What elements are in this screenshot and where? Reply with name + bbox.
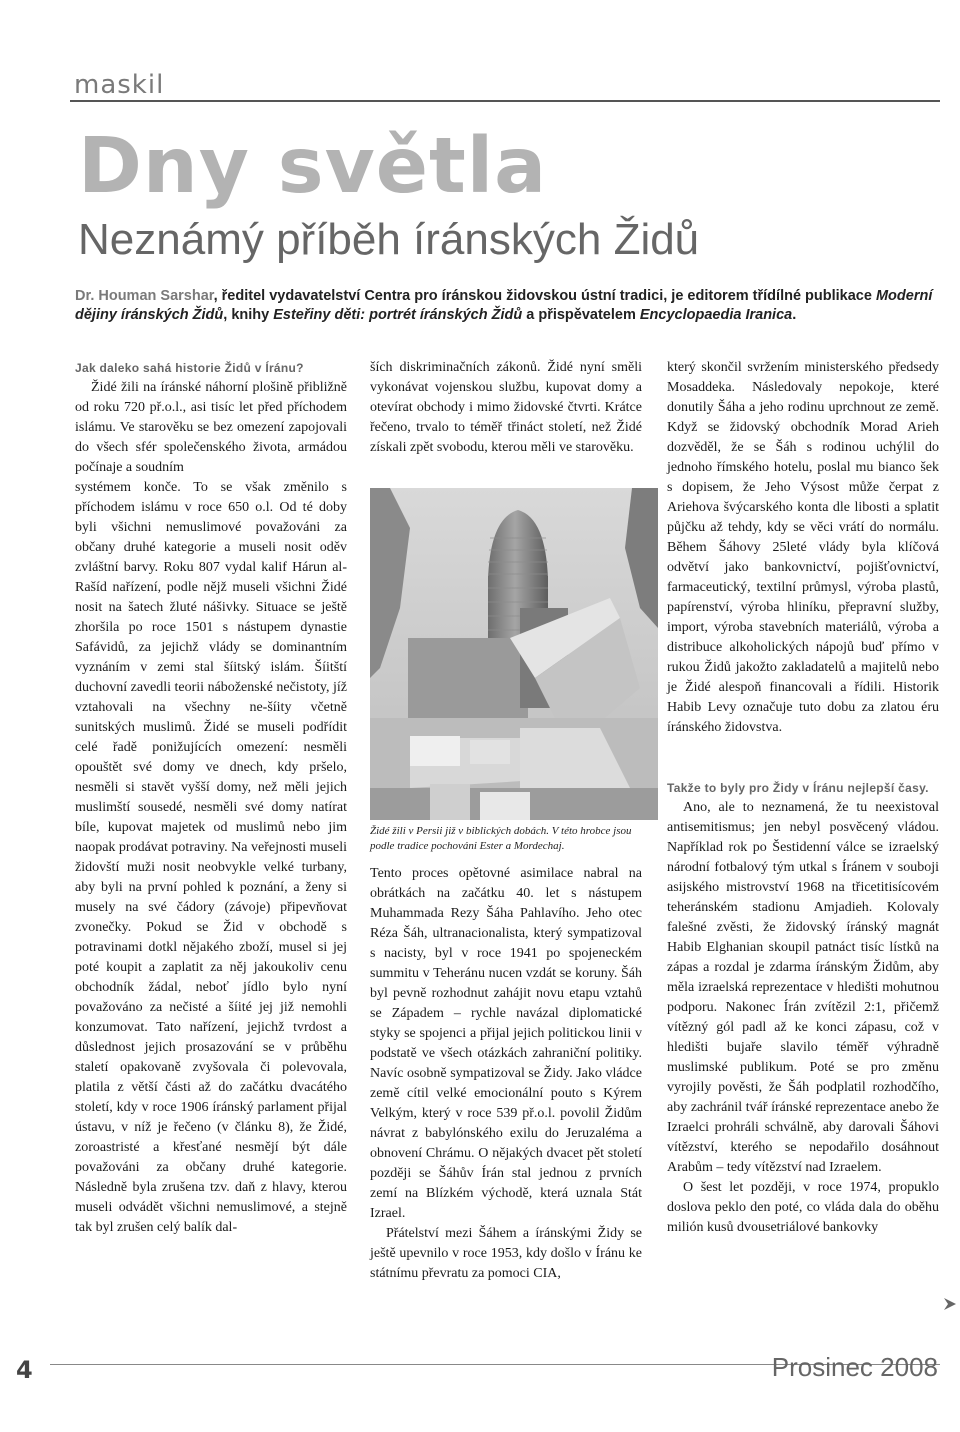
intro-text: a přispěvatelem: [522, 306, 640, 323]
tomb-photo: [370, 488, 658, 820]
intro-encyclopedia-title: Encyclopaedia Iranica: [639, 306, 793, 323]
article-title: Dny světla: [78, 122, 548, 211]
intro-paragraph: [75, 287, 943, 324]
tomb-photo-illustration: [370, 488, 658, 820]
column-3-top: [667, 358, 939, 738]
page-number: 4: [16, 1356, 33, 1384]
body-paragraph: O šest let později, v roce 1974, propuklo doslova peklo den poté, co vláda dala do oběhu milión kusů dvousetriálové bankovky: [667, 1180, 939, 1235]
question-heading: Jak daleko sahá historie Židů v Íránu?: [75, 361, 304, 375]
body-paragraph: ších diskriminačních zákonů. Židé nyní směli vykonávat vojenskou službu, kupovat domy a otevírat obchody i mimo židovské čtvrti. Krátce řečeno, trvalo to téměř třináct století, než Židé získali zpět svobodu, kterou měli ve starověku.: [370, 360, 642, 455]
body-paragraph: Tento proces opětovné asimilace nabral na obrátkách na začátku 40. let s nástupem Muhammada Rezy Šáha Pahlavího. Jeho otec Réza Šáh, ultranacionalista, který sympatizoval s nacisty, byl v roce 1941 po spojeneckém summitu v Teheránu nucen vzdát se koruny. Šáh byl pevně rozhodnut zahájit novu etapu vztahů se Západem – rychle navázal diplomatické styky se spojenci a přijal jejich politickou linii v podstatě ve všech otázkách zahraniční politiky. Navíc osobně sympatizoval se Židy. Jako vládce země cítil velké emocionální pouto s Kýrem Velkým, který v roce 539 př.o.l. povolil Židům návrat z babylónského exilu do Jeruzaléma a obnovení Chrámu. O nějakých dvacet pět století později se Šáhův Írán stal jednou z prvních zemí na Blízkém východě, která uznala Stát Izrael.: [370, 866, 642, 1221]
intro-author: Dr. Houman Sarshar: [75, 288, 214, 304]
question-heading: Takže to byly pro Židy v Íránu nejlepší časy.: [667, 781, 929, 795]
column-3-bottom: [667, 778, 939, 1238]
header-rule: [70, 100, 940, 102]
photo-caption: Židé žili v Persii již v biblických dobách. V této hrobce jsou podle tradice pochováni Ester a Mordechaj.: [370, 825, 632, 852]
body-paragraph: Přátelství mezi Šáhem a íránskými Židy se ještě upevnilo v roce 1953, kdy došlo v Íránu ke státnímu převratu za pomoci CIA,: [370, 1226, 642, 1281]
section-tag: maskil: [74, 70, 165, 100]
column-2-bottom: [370, 864, 642, 1284]
column-1-bottom: [75, 478, 347, 1238]
body-paragraph: Židé žili na íránské náhorní plošině přibližně od roku 720 př.o.l., asi tisíc let před příchodem islámu. Ve starověku se bez omezení zapojovali do všech sfér společenského života, armádou počínaje a soudním: [75, 380, 347, 475]
intro-text: .: [792, 306, 797, 323]
issue-date: Prosinec 2008: [771, 1352, 938, 1382]
intro-book-title: Moderní dějiny íránských Židů: [75, 288, 933, 323]
column-2-top: [370, 358, 642, 458]
body-paragraph: Ano, ale to neznamená, že tu neexistoval antisemitismus; jen nebyl posvěcený vládou. Například rok po Šestidenní válce se izraelský národní fotbalový tým utkal s Íránem v souboji asijského mistrovství 1968 na třicetitisícovém teheránském stadionu Amjadieh. Kolovaly falešné zvěsti, že židovský íránský magnát Habib Elghanian skoupil patnáct tisíc lístků na zápas a rozdal je zdarma íránským Židům, aby měla izraelská reprezentace v hledišti mohutnou podporu. Nakonec Írán zvítězil 2:1, přičemž vítězný gól padl až ke konci zápasu, což v hledišti bujaře slavilo téměř výhradně muslimské publikum. Poté se pro změnu vyrojily pověsti, že Šáh podplatil rozhodčího, aby zachránil tvář íránské reprezentace anebo že Izraelci prohráli schválně, aby darovali Šáhovi vítězství, kterého se nepodařilo dosáhnout Arabům – tedy vítězství nad Izraelem.: [667, 800, 939, 1175]
intro-text: , knihy: [223, 306, 274, 323]
intro-book-title: Esteřiny děti: portrét íránských Židů: [273, 306, 523, 323]
column-1-top: [75, 358, 347, 478]
body-paragraph: který skončil svržením ministerského předsedy Mosaddeka. Následovaly nepokoje, které donutily Šáha a jeho rodinu uprchnout ze země. Když se židovský obchodník Morad Arieh dozvěděl, že se Šáh s rodinou uchýlil do jednoho římského hotelu, poslal mu bianco šek s dopisem, že Jeho Výsost může čerpat z Ariehova švýcarského konta dle libosti a splatit půjčku až tehdy, kdy se věci vrátí do normálu. Během Šáhovy 25leté vlády byla klíčová odvětví jako bankovnictví, pojišťovnictví, farmaceutický, textilní průmysl, výroba plastů, papírenství, výroba hliníku, přepravní služby, import, výroba stavebních materiálů, výroba a distribuce alkoholických nápojů buď přímo v rukou Židů jakožto zakladatelů a majitelů nebo je Židé alespoň financovali a řídili. Historik Habib Levy označuje tuto dobu za zlatou éru íránského židovstva.: [667, 360, 939, 735]
continue-arrow-icon: [944, 1298, 956, 1310]
intro-text: , ředitel vydavatelství Centra pro íránskou židovskou ústní tradici, je editorem třídílné publikace: [213, 288, 876, 304]
body-paragraph: systémem konče. To se však změnilo s příchodem islámu v roce 650 o.l. Od té doby byli všichni nemuslimové považováni za občany druhé kategorie a museli nosit oděv zvláštní barvy. Roku 807 vydal kalif Hárun al-Rašíd nařízení, podle nějž museli všichni Židé nosit na šatech žluté nášivky. Situace se ještě zhoršila po roce 1501 s nástupem dynastie Safávidů, za jejichž vlády se dominantním vyznáním v zemi stal šíitský islám. Šíitští duchovní zavedli teorii náboženské nečistoty, jíž vztahovali na všechny ne-šíity včetně sunitských muslimů. Židé se museli podřídit celé řadě ponižujících omezení: nesměli opouštět své domy ve dnech, kdy pršelo, nesměli si stavět vyšší domy, než měli jejich muslimští sousedé, nesměli své domy natírat bíle, kupovat majetek od muslimů nebo jim naopak prodávat potraviny. Na veřejnosti museli židovští muži nosit neobvykle velké turbany, aby byli na první pohled k poznání, a ženy si musely na své čádory (závoje) připevňovat zvonečky. Pokud se Žid v obchodě s potravinami dotkl nějakého zboží, musel si jej poté koupit a zaplatit za něj jakoukoliv cenu obchodník žádal, neboť jídlo bylo nyní považováno za nečisté a šíité jej již nemohli konzumovat. Tato nařízení, jejichž tvrdost a důslednost jejich prosazování se v průběhu staletí opakovaně zvyšovala či polevovala, platila z větší části až do začátku dvacátého století, kdy v roce 1906 íránský parlament přijal ústavu, v níž je řečeno (v článku 8), že Židé, zoroastristé a křesťané nesmějí být dále považováni za občany druhé kategorie. Následně byla zrušena tzv. daň z hlavy, kterou museli odvádět všichni nemuslimové, a stejně tak byl zrušen celý balík dal-: [75, 480, 348, 1235]
article-subtitle: Neznámý příběh íránských Židů: [78, 215, 700, 264]
